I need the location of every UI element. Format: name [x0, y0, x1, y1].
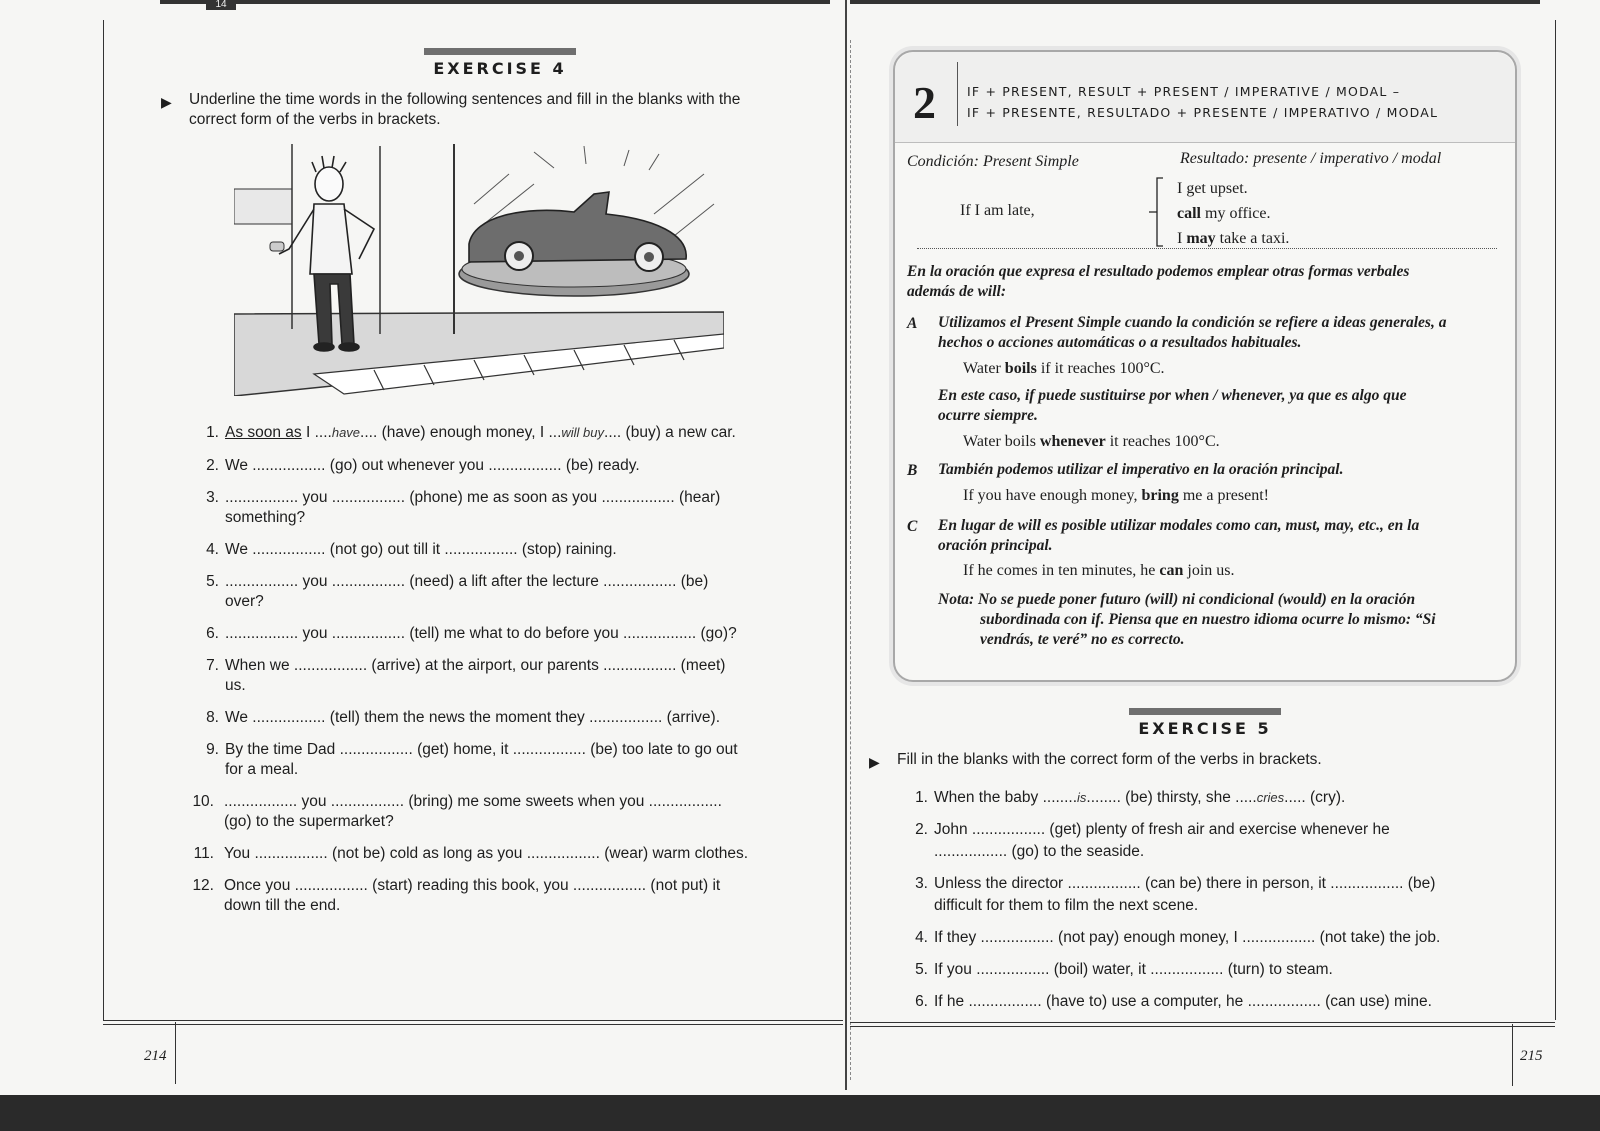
- item-text-cont: us.: [225, 677, 246, 694]
- example-bold-word: whenever: [1039, 433, 1106, 450]
- result-text: I: [1177, 230, 1187, 247]
- section-a-letter: A: [907, 315, 918, 332]
- item-number: 8.: [206, 709, 219, 726]
- heading-bar: [1129, 708, 1281, 715]
- item-number: 3.: [915, 875, 928, 892]
- heading-bar: [424, 48, 576, 55]
- item-text: Unless the director ................. (can be) there in person, it ................. (be): [934, 875, 1436, 892]
- item-text: If they ................. (not pay) enough money, I ................. (not take) the job.: [934, 929, 1441, 946]
- item-number: 4.: [206, 541, 219, 558]
- result-example: [1177, 176, 1289, 201]
- item-fragment: (be) thirsty, she: [1120, 789, 1236, 806]
- item-text-cont: ................. (go) to the seaside.: [934, 843, 1145, 860]
- item-number: 12.: [192, 877, 214, 894]
- item-text: ................. you ................. (need) a lift after the lecture ................. (be): [225, 573, 709, 590]
- page-number-right: 215: [1520, 1048, 1543, 1064]
- item-text: As soon as I ....have.... (have) enough money, I ...will buy.... (buy) a new car.: [225, 424, 736, 441]
- exercise-5-heading: [1125, 708, 1285, 738]
- instruction-line: Underline the time words in the following sentences and fill in the blanks with the: [189, 91, 741, 108]
- distant-building: [234, 189, 292, 224]
- section-a-note: [938, 386, 1498, 426]
- item-text: We ................. (tell) them the news the moment they ................. (arrive).: [225, 709, 721, 726]
- wheel-hub: [514, 251, 524, 261]
- instruction-line: correct form of the verbs in brackets.: [189, 111, 441, 128]
- left-footer-rule: [175, 1022, 176, 1084]
- example-text: me a present!: [1178, 487, 1269, 504]
- top-rule-left: [160, 0, 830, 4]
- grammar-title-en: IF + PRESENT, RESULT + PRESENT / IMPERATIVE / MODAL –: [967, 84, 1401, 99]
- section-c-letter: C: [907, 518, 918, 535]
- left-bottom-rule-2: [103, 1024, 843, 1025]
- exercise-4-heading: [420, 48, 580, 78]
- result-text: take a taxi.: [1215, 230, 1290, 247]
- item-text-cont: (go) to the supermarket?: [224, 813, 394, 830]
- nota-line: subordinada con if. Piensa que en nuestro idioma ocurre lo mismo: “Si: [980, 611, 1436, 628]
- example-text: if it reaches 100°C.: [1036, 360, 1165, 377]
- example-text: If he comes in ten minutes, he: [963, 562, 1160, 579]
- condition-example: If I am late,: [960, 202, 1035, 219]
- item-number: 9.: [206, 741, 219, 758]
- book-spine: [845, 0, 847, 1090]
- item-text: ................. you ................. (tell) me what to do before you ................. (go)?: [225, 625, 737, 642]
- intro-line: En la oración que expresa el resultado podemos emplear otras formas verbales: [907, 263, 1410, 280]
- coin-icon: [270, 242, 284, 251]
- note-line: En este caso, if puede sustituirse por when / whenever, ya que es algo que: [938, 387, 1407, 404]
- nota-line: Nota: No se puede poner futuro (will) ni condicional (would) en la oración: [938, 591, 1416, 608]
- item-text: If you ................. (boil) water, it ................. (turn) to steam.: [934, 961, 1333, 978]
- item-number: 10.: [192, 793, 214, 810]
- item-number: 2.: [915, 821, 928, 838]
- handwritten-answer: will buy: [561, 425, 605, 440]
- section-line: oración principal.: [938, 537, 1053, 554]
- item-text: ................. you ................. (phone) me as soon as you ................. (hear): [225, 489, 721, 506]
- spine-shadow: [850, 40, 851, 1080]
- instruction-line: Fill in the blanks with the correct form of the verbs in brackets.: [897, 751, 1322, 768]
- dotted-divider: [917, 248, 1497, 249]
- handwritten-answer: is: [1077, 790, 1087, 805]
- grammar-title-es: IF + PRESENTE, RESULTADO + PRESENTE / IMPERATIVO / MODAL: [967, 105, 1439, 120]
- example-text: Water boils: [963, 433, 1040, 450]
- grammar-unit-number: 2: [913, 77, 936, 128]
- item-number: 1.: [915, 789, 928, 806]
- scanner-shadow: [0, 1095, 1600, 1131]
- section-a-example: [963, 359, 1165, 379]
- intro-line: además de will:: [907, 283, 1007, 300]
- top-rule-right: [850, 0, 1540, 4]
- item-text-cont: difficult for them to film the next scene.: [934, 897, 1199, 914]
- item-text: When we ................. (arrive) at the airport, our parents ................. (meet): [225, 657, 726, 674]
- item-text: By the time Dad ................. (get) home, it ................. (be) too late to go out: [225, 741, 738, 758]
- left-margin-rule: [103, 20, 104, 1020]
- section-b-letter: B: [907, 462, 918, 479]
- right-bottom-rule-2: [850, 1026, 1555, 1027]
- example-text: Water: [963, 360, 1005, 377]
- nota-text: [938, 590, 1498, 650]
- item-fragment: (have) enough money, I: [377, 424, 549, 441]
- left-bottom-rule: [103, 1020, 843, 1021]
- note-line: ocurre siempre.: [938, 407, 1038, 424]
- play-arrow-icon: ▶: [869, 754, 880, 770]
- header-divider: [957, 62, 958, 126]
- result-text: I get upset.: [1177, 180, 1248, 197]
- exercise-4-instruction: [161, 90, 829, 130]
- item-text: We ................. (not go) out till it ................. (stop) raining.: [225, 541, 617, 558]
- item-number: 1.: [206, 424, 219, 441]
- exercise-4-title: EXERCISE 4: [433, 59, 567, 78]
- example-text: If you have enough money,: [963, 487, 1142, 504]
- example-bold-verb: bring: [1141, 487, 1179, 504]
- result-bold-verb: may: [1186, 230, 1216, 247]
- example-text: it reaches 100°C.: [1105, 433, 1220, 450]
- section-b-example: [963, 486, 1269, 506]
- condition-label: Condición: Present Simple: [907, 153, 1079, 170]
- section-line: hechos o acciones automáticas o a resultados habituales.: [938, 334, 1302, 351]
- item-fragment: (cry).: [1305, 789, 1346, 806]
- right-bottom-rule: [850, 1022, 1555, 1023]
- section-c-text: [938, 516, 1498, 556]
- item-fragment: (buy) a new car.: [621, 424, 736, 441]
- exercise-5-title: EXERCISE 5: [1138, 719, 1272, 738]
- bracket-icon: [1147, 176, 1169, 248]
- item-text: You ................. (not be) cold as long as you ................. (wear) warm clothes.: [224, 845, 749, 862]
- section-line: En lugar de will es posible utilizar modales como can, must, may, etc., en la: [938, 517, 1420, 534]
- nota-line: vendrás, te veré” no es correcto.: [980, 631, 1185, 648]
- handwritten-answer: cries: [1256, 790, 1285, 805]
- section-line: Utilizamos el Present Simple cuando la condición se refiere a ideas generales, a: [938, 314, 1447, 331]
- item-text-cont: over?: [225, 593, 264, 610]
- item-text: If he ................. (have to) use a computer, he ................. (can use) mine.: [934, 993, 1432, 1010]
- wheel-hub: [644, 252, 654, 262]
- example-text: join us.: [1183, 562, 1235, 579]
- item-text: When the baby ........is........ (be) thirsty, she .....cries..... (cry).: [934, 789, 1346, 806]
- page-tab: 14: [206, 0, 236, 10]
- right-footer-rule: [1512, 1024, 1513, 1086]
- section-a-text: [938, 313, 1498, 353]
- car-showroom-illustration: [234, 144, 724, 396]
- item-number: 3.: [206, 489, 219, 506]
- section-a-example-2: [963, 432, 1220, 452]
- item-text: ................. you ................. (bring) me some sweets when you .................: [224, 793, 722, 810]
- item-text-cont: something?: [225, 509, 306, 526]
- item-number: 11.: [193, 845, 214, 862]
- result-label: Resultado: presente / imperativo / modal: [1180, 150, 1442, 167]
- item-text-cont: for a meal.: [225, 761, 299, 778]
- item-number: 6.: [206, 625, 219, 642]
- right-margin-rule: [1555, 20, 1556, 1020]
- example-bold-verb: boils: [1004, 360, 1037, 377]
- result-example: [1177, 201, 1289, 226]
- play-arrow-icon: ▶: [161, 94, 172, 110]
- item-fragment: I: [301, 424, 315, 441]
- item-number: 5.: [206, 573, 219, 590]
- item-text: John ................. (get) plenty of fresh air and exercise whenever he: [934, 821, 1390, 838]
- item-fragment: When the baby: [934, 789, 1043, 806]
- item-number: 4.: [915, 929, 928, 946]
- exercise-5-instruction: [869, 750, 1537, 770]
- item-number: 2.: [206, 457, 219, 474]
- item-number: 7.: [206, 657, 219, 674]
- section-b-text: También podemos utilizar el imperativo en la oración principal.: [938, 461, 1344, 478]
- handwritten-answer: have: [331, 425, 361, 440]
- result-bold-verb: call: [1177, 205, 1201, 222]
- item-number: 6.: [915, 993, 928, 1010]
- item-text: Once you ................. (start) reading this book, you ................. (not put) it: [224, 877, 721, 894]
- result-examples: [1177, 176, 1289, 251]
- underlined-time-word: As soon as: [225, 424, 302, 441]
- grammar-box-header: [895, 52, 1515, 143]
- item-number: 5.: [915, 961, 928, 978]
- page-number-left: 214: [144, 1048, 167, 1064]
- section-c-example: [963, 561, 1235, 581]
- intro-text: [907, 262, 1507, 302]
- item-text-cont: down till the end.: [224, 897, 341, 914]
- result-text: my office.: [1201, 205, 1271, 222]
- example-bold-verb: can: [1159, 562, 1184, 579]
- grammar-box: [893, 50, 1517, 682]
- item-text: We ................. (go) out whenever you ................. (be) ready.: [225, 457, 640, 474]
